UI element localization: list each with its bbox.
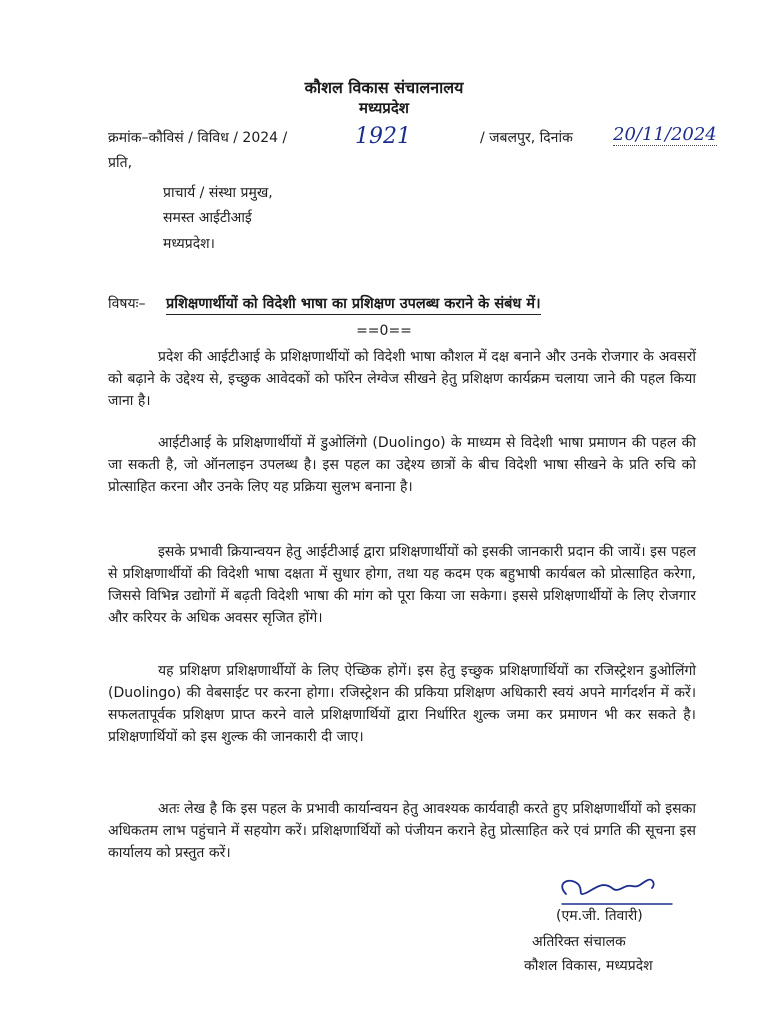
signatory-office: कौशल विकास, मध्यप्रदेश <box>524 958 653 974</box>
paragraph-1: प्रदेश की आईटीआई के प्रशिक्षणार्थीयों को विदेशी भाषा कौशल में दक्ष बनाने और उनके रोजगार के अवसरों को बढ़ाने के उद्देश्य से, इच्छुक आवेदकों को फॉरेन लेग्वेज सीखने हेतु प्रशिक्षण कार्यक्रम चलाया जाने की पहल किया जाना है। <box>108 349 696 409</box>
subject-text: प्रशिक्षणार्थीयों को विदेशी भाषा का प्रशिक्षण उपलब्ध कराने के संबंध में। <box>166 293 541 315</box>
paragraph-3: इसके प्रभावी क्रियान्वयन हेतु आईटीआई द्वारा प्रशिक्षणार्थीयों को इसकी जानकारी प्रदान की जायें। इस पहल से प्रशिक्षणार्थीयों की विदेशी भाषा दक्षता में सुधार होगा, तथा यह कदम एक बहुभाषी कार्यबल को प्रोत्साहित करेगा, जिससे विभिन्न उद्योगों में बढ़ती विदेशी भाषा की मांग को पूरा किया जा सकेगा। इससे प्रशिक्षणार्थीयों के लिए रोजगार और करियर के अधिक अवसर सृजित होंगे। <box>108 544 696 626</box>
office-state: मध्यप्रदेश <box>358 99 409 117</box>
addressee-line-3: मध्यप्रदेश। <box>163 236 215 252</box>
addressee-line-2: समस्त आईटीआई <box>163 210 252 226</box>
separator: ==0== <box>356 323 412 339</box>
signatory-name: (एम.जी. तिवारी) <box>556 908 643 924</box>
subject-label: विषयः– <box>108 296 146 312</box>
reference-prefix: क्रमांक–कौविसं / विविध / 2024 / <box>108 130 288 146</box>
reference-number: 1921 <box>355 124 411 149</box>
paragraph-5: अतः लेख है कि इस पहल के प्रभावी कार्यान्वयन हेतु आवश्यक कार्यवाही करते हुए प्रशिक्षणार्थीयों को इसका अधिकतम लाभ पहुंचाने में सहयोग करें। प्रशिक्षणार्थियों को पंजीयन कराने हेतु प्रोत्साहित करे एवं प्रगति की सूचना इस कार्यालय को प्रस्तुत करें। <box>108 801 696 861</box>
paragraph-4: यह प्रशिक्षण प्रशिक्षणार्थीयों के लिए ऐच्छिक होगें। इस हेतु इच्छुक प्रशिक्षणार्थियों का रजिस्ट्रेशन डुओलिंगो (Duolingo) की वेबसाईट पर करना होगा। रजिस्ट्रेशन की प्रकिया प्रशिक्षण अधिकारी स्वयं अपने मार्गदर्शन में करें। सफलतापूर्वक प्रशिक्षण प्राप्त करने वाले प्रशिक्षणार्थियों द्वारा निर्धारित शुल्क जमा कर प्रमाणन भी कर सकते है। प्रशिक्षणार्थियों को इस शुल्क की जानकारी दी जाए। <box>108 663 696 745</box>
office-title: कौशल विकास संचालनालय <box>304 78 464 97</box>
signatory-designation: अतिरिक्त संचालक <box>532 934 626 950</box>
addressee-line-1: प्राचार्य / संस्था प्रमुख, <box>163 185 273 201</box>
reference-place-prefix: / जबलपुर, दिनांक <box>480 130 573 146</box>
reference-date: 20/11/2024 <box>613 124 717 145</box>
paragraph-2: आईटीआई के प्रशिक्षणार्थीयों में डुओलिंगो (Duolingo) के माध्यम से विदेशी भाषा प्रमाणन की पहल की जा सकती है, जो ऑनलाइन उपलब्ध है। इस पहल का उद्देश्य छात्रों के बीच विदेशी भाषा सीखने के प्रति रुचि को प्रोत्साहित करना और उनके लिए यह प्रक्रिया सुलभ बनाना है। <box>108 435 696 495</box>
salutation: प्रति, <box>108 155 133 171</box>
